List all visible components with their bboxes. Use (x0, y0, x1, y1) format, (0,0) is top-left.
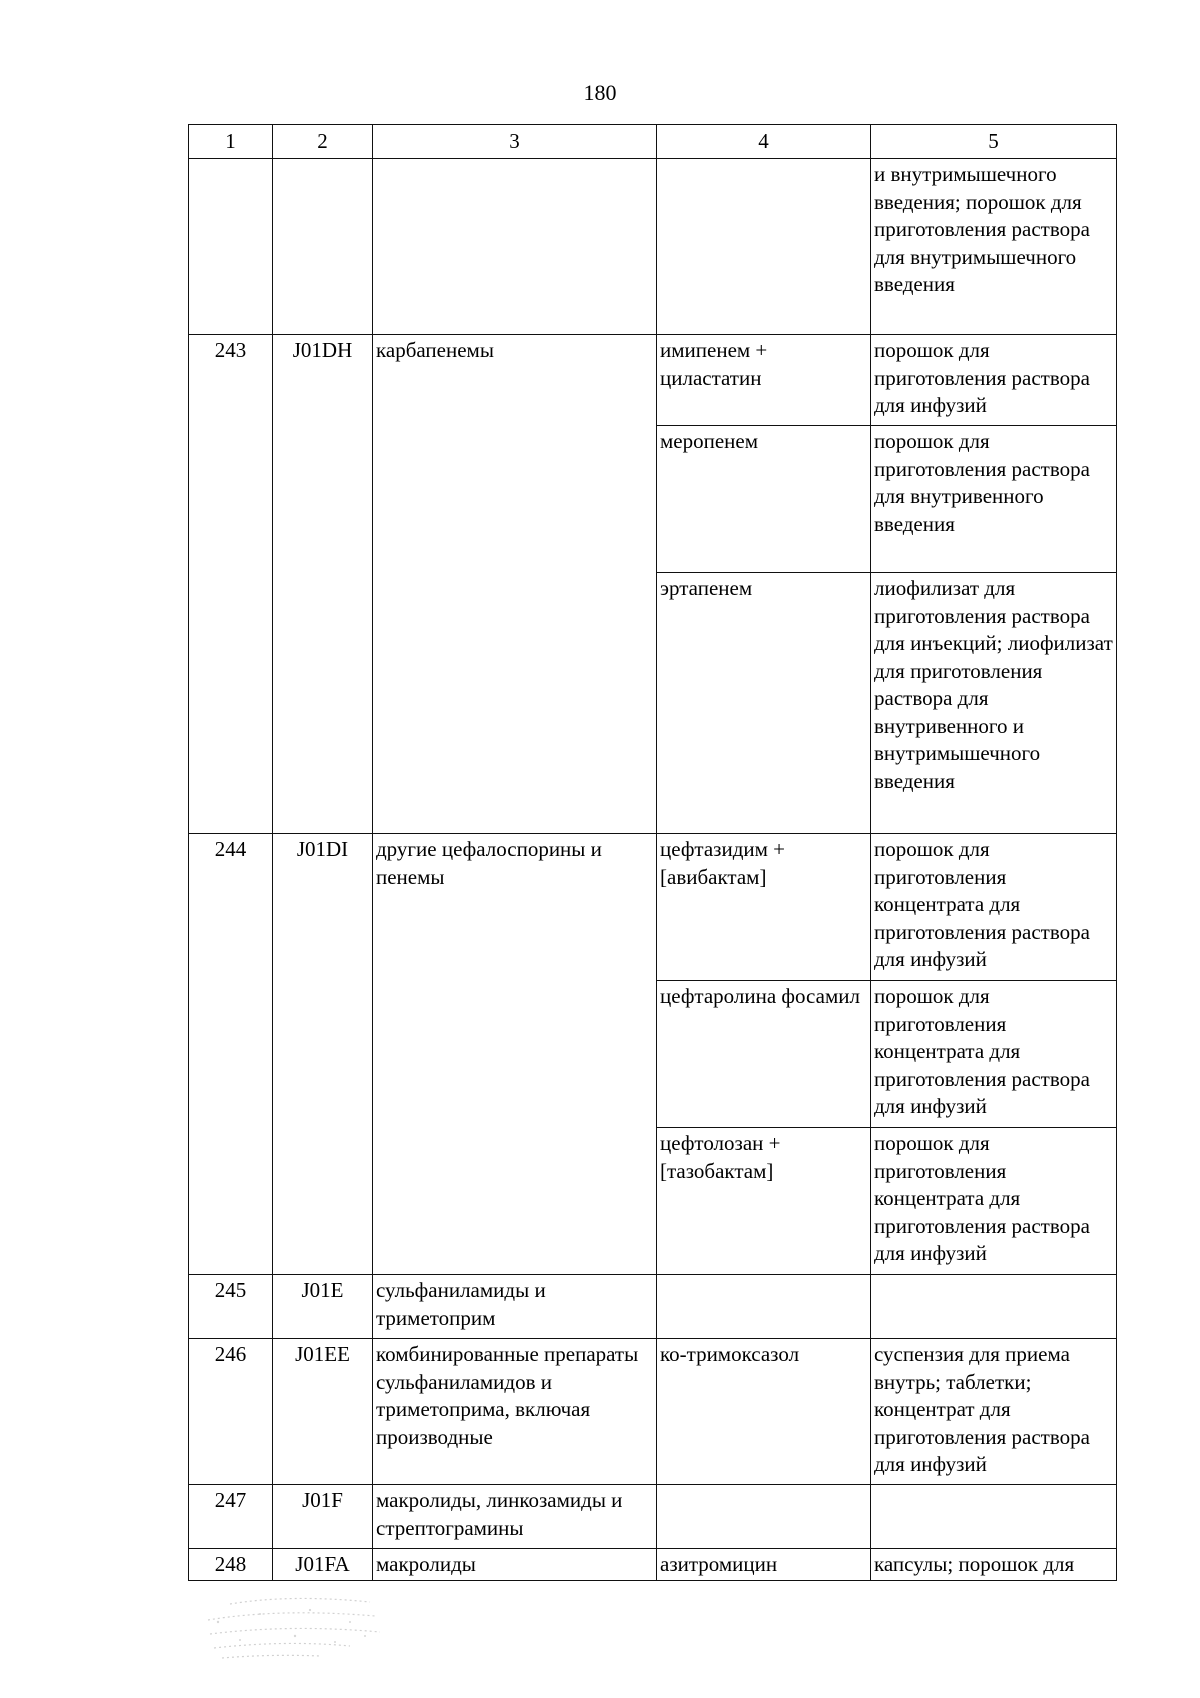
column-header-4: 4 (657, 125, 871, 159)
table-row-243 (189, 335, 1117, 426)
drug-name-cell (657, 1485, 871, 1549)
drug-name-cell: эртапенем (657, 573, 871, 834)
dosage-form-cell: порошок для приготовления раствора для внутривенного введения (871, 426, 1117, 573)
dosage-form-cell (871, 1485, 1117, 1549)
table-row-continuation (189, 159, 1117, 335)
group-cell: карбапенемы (373, 335, 657, 834)
drug-name-cell: ко-тримоксазол (657, 1339, 871, 1485)
header-row (189, 125, 1117, 159)
dosage-form-cell: порошок для приготовления концентрата для приготовления раствора для инфузий (871, 1128, 1117, 1275)
table-row-244 (189, 834, 1117, 981)
drug-name-cell: цефтолозан + [тазобактам] (657, 1128, 871, 1275)
number-cell (189, 159, 273, 335)
atc-code-cell: J01FA (273, 1549, 373, 1581)
table-row-247 (189, 1485, 1117, 1549)
number-cell: 247 (189, 1485, 273, 1549)
table-row-248 (189, 1549, 1117, 1581)
dosage-form-cell: и внутримышечного введения; порошок для приготовления раствора для внутримышечного введения (871, 159, 1117, 335)
dosage-form-cell: порошок для приготовления раствора для инфузий (871, 335, 1117, 426)
atc-code-cell: J01F (273, 1485, 373, 1549)
atc-code-cell: J01E (273, 1275, 373, 1339)
number-cell: 246 (189, 1339, 273, 1485)
dosage-form-cell (871, 1275, 1117, 1339)
number-cell: 244 (189, 834, 273, 1275)
drug-name-cell: азитромицин (657, 1549, 871, 1581)
dosage-form-cell: порошок для приготовления концентрата для приготовления раствора для инфузий (871, 834, 1117, 981)
table-row-245 (189, 1275, 1117, 1339)
dosage-form-cell: капсулы; порошок для (871, 1549, 1117, 1581)
drug-name-cell: цефтаролина фосамил (657, 981, 871, 1128)
drug-name-cell: цефтазидим + [авибактам] (657, 834, 871, 981)
group-cell: макролиды, линкозамиды и стрептограмины (373, 1485, 657, 1549)
column-header-1: 1 (189, 125, 273, 159)
faded-stamp-mark (200, 1592, 395, 1662)
atc-code-cell (273, 159, 373, 335)
number-cell: 245 (189, 1275, 273, 1339)
group-cell (373, 159, 657, 335)
group-cell: макролиды (373, 1549, 657, 1581)
number-cell: 248 (189, 1549, 273, 1581)
medicines-table (188, 124, 1117, 1581)
atc-code-cell: J01DI (273, 834, 373, 1275)
page-number: 180 (583, 80, 617, 105)
number-cell: 243 (189, 335, 273, 834)
column-header-3: 3 (373, 125, 657, 159)
drug-name-cell (657, 1275, 871, 1339)
atc-code-cell: J01DH (273, 335, 373, 834)
group-cell: сульфаниламиды и триметоприм (373, 1275, 657, 1339)
dosage-form-cell: лиофилизат для приготовления раствора для инъекций; лиофилизат для приготовления раствора для внутривенного и внутримышечного введения (871, 573, 1117, 834)
group-cell: другие цефалоспорины и пенемы (373, 834, 657, 1275)
atc-code-cell: J01EE (273, 1339, 373, 1485)
table-row-246 (189, 1339, 1117, 1485)
dosage-form-cell: суспензия для приема внутрь; таблетки; концентрат для приготовления раствора для инфузий (871, 1339, 1117, 1485)
group-cell: комбинированные препараты сульфаниламидов и триметоприма, включая производные (373, 1339, 657, 1485)
drug-name-cell: имипенем + циластатин (657, 335, 871, 426)
column-header-2: 2 (273, 125, 373, 159)
column-header-5: 5 (871, 125, 1117, 159)
drug-name-cell (657, 159, 871, 335)
drug-name-cell: меропенем (657, 426, 871, 573)
dosage-form-cell: порошок для приготовления концентрата для приготовления раствора для инфузий (871, 981, 1117, 1128)
